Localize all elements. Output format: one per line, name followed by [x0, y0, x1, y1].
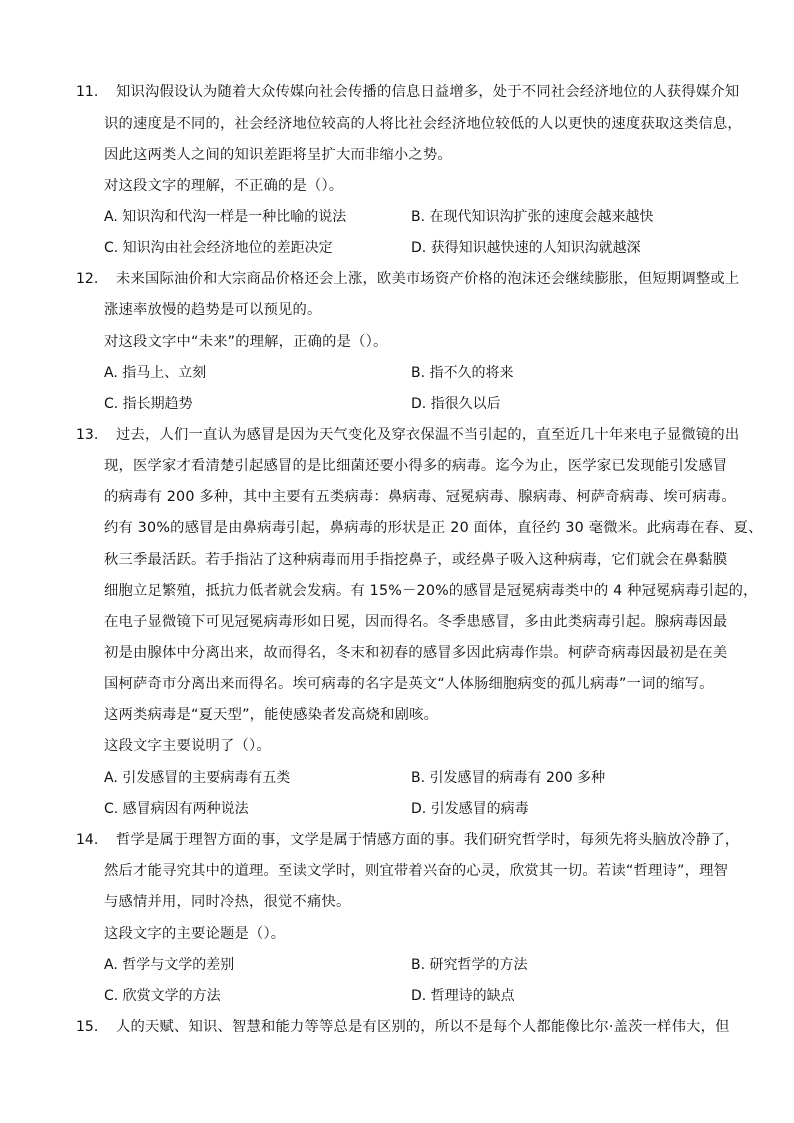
question-text-line: 未来国际油价和大宗商品价格还会上涨，欧美市场资产价格的泡沫还会继续膨胀，但短期调整或上: [116, 271, 740, 287]
option-b[interactable]: B. 指不久的将来: [411, 365, 514, 381]
option-d[interactable]: D. 引发感冒的病毒: [411, 801, 529, 817]
question-text-line: 国柯萨奇市分离出来而得名。埃可病毒的名字是英文“人体肠细胞病变的孤儿病毒”一词的缩写。: [104, 676, 714, 692]
option-b[interactable]: B. 在现代知识沟扩张的速度会越来越快: [411, 209, 654, 225]
question-number: 13.: [76, 427, 99, 443]
question-number: 14.: [76, 832, 99, 848]
option-a[interactable]: A. 哲学与文学的差别: [104, 957, 235, 973]
option-b[interactable]: B. 引发感冒的病毒有 200 多种: [411, 770, 606, 786]
question-prompt: 对这段文字的理解，不正确的是（）。: [104, 178, 344, 194]
question-text-line: 知识沟假设认为随着大众传媒向社会传播的信息日益增多，处于不同社会经济地位的人获得媒介知: [116, 84, 740, 100]
question-prompt: 这段文字的主要论题是（）。: [104, 926, 286, 942]
question-prompt: 这段文字主要说明了（）。: [104, 738, 271, 754]
question-text-line: 秋三季最活跃。若手指沾了这种病毒而用手指挖鼻子，或经鼻子吸入这种病毒，它们就会在鼻黏膜: [104, 552, 728, 568]
question-text-line: 人的天赋、知识、智慧和能力等等总是有区别的，所以不是每个人都能像比尔·盖茨一样伟大，但: [116, 1019, 730, 1035]
question-text-line: 初是由腺体中分离出来，故而得名，冬末和初春的感冒多因此病毒作祟。柯萨奇病毒因最初是在美: [104, 645, 728, 661]
question-text-line: 然后才能寻究其中的道理。至读文学时，则宜带着兴奋的心灵，欣赏其一切。若读“哲理诗”，理智: [104, 863, 729, 879]
question-text-line: 因此这两类人之间的知识差距将呈扩大而非缩小之势。: [104, 147, 452, 163]
question-text-line: 涨速率放慢的趋势是可以预见的。: [104, 302, 322, 318]
option-c[interactable]: C. 指长期趋势: [104, 396, 193, 412]
option-d[interactable]: D. 获得知识越快速的人知识沟就越深: [411, 240, 641, 256]
question-text-line: 过去，人们一直认为感冒是因为天气变化及穿衣保温不当引起的，直至近几十年来电子显微镜的出: [116, 427, 740, 443]
question-text-line: 细胞立足繁殖，抵抗力低者就会发病。有 15%－20%的感冒是冠冕病毒类中的 4 种冠冕病毒引起的，: [104, 583, 758, 599]
question-prompt: 对这段文字中“未来”的理解，正确的是（）。: [104, 334, 388, 350]
option-b[interactable]: B. 研究哲学的方法: [411, 957, 528, 973]
question-text-line: 识的速度是不同的，社会经济地位较高的人将比社会经济地位较低的人以更快的速度获取这类信息，: [104, 116, 742, 132]
question-text-line: 约有 30%的感冒是由鼻病毒引起，鼻病毒的形状是正 20 面体，直径约 30 毫微米。此病毒在春、夏、: [104, 520, 763, 536]
option-a[interactable]: A. 知识沟和代沟一样是一种比喻的说法: [104, 209, 347, 225]
question-text-line: 与感情并用，同时冷热，很觉不痛快。: [104, 894, 351, 910]
question-number: 11.: [76, 84, 99, 100]
question-text-line: 这两类病毒是“夏天型”，能使感染者发高烧和剧咳。: [104, 707, 439, 723]
option-a[interactable]: A. 指马上、立刻: [104, 365, 207, 381]
option-d[interactable]: D. 哲理诗的缺点: [411, 988, 515, 1004]
question-text-line: 的病毒有 200 多种，其中主要有五类病毒：鼻病毒、冠冕病毒、腺病毒、柯萨奇病毒、埃可病毒。: [104, 489, 736, 505]
question-text-line: 哲学是属于理智方面的事，文学是属于情感方面的事。我们研究哲学时，每须先将头脑放冷静了，: [116, 832, 740, 848]
question-number: 15.: [76, 1019, 99, 1035]
option-c[interactable]: C. 欣赏文学的方法: [104, 988, 221, 1004]
option-c[interactable]: C. 知识沟由社会经济地位的差距决定: [104, 240, 333, 256]
option-a[interactable]: A. 引发感冒的主要病毒有五类: [104, 770, 291, 786]
option-c[interactable]: C. 感冒病因有两种说法: [104, 801, 249, 817]
option-d[interactable]: D. 指很久以后: [411, 396, 501, 412]
question-text-line: 现，医学家才看清楚引起感冒的是比细菌还要小得多的病毒。迄今为止，医学家已发现能引发感冒: [104, 458, 728, 474]
question-text-line: 在电子显微镜下可见冠冕病毒形如日冕，因而得名。冬季患感冒，多由此类病毒引起。腺病毒因最: [104, 614, 728, 630]
question-number: 12.: [76, 271, 99, 287]
